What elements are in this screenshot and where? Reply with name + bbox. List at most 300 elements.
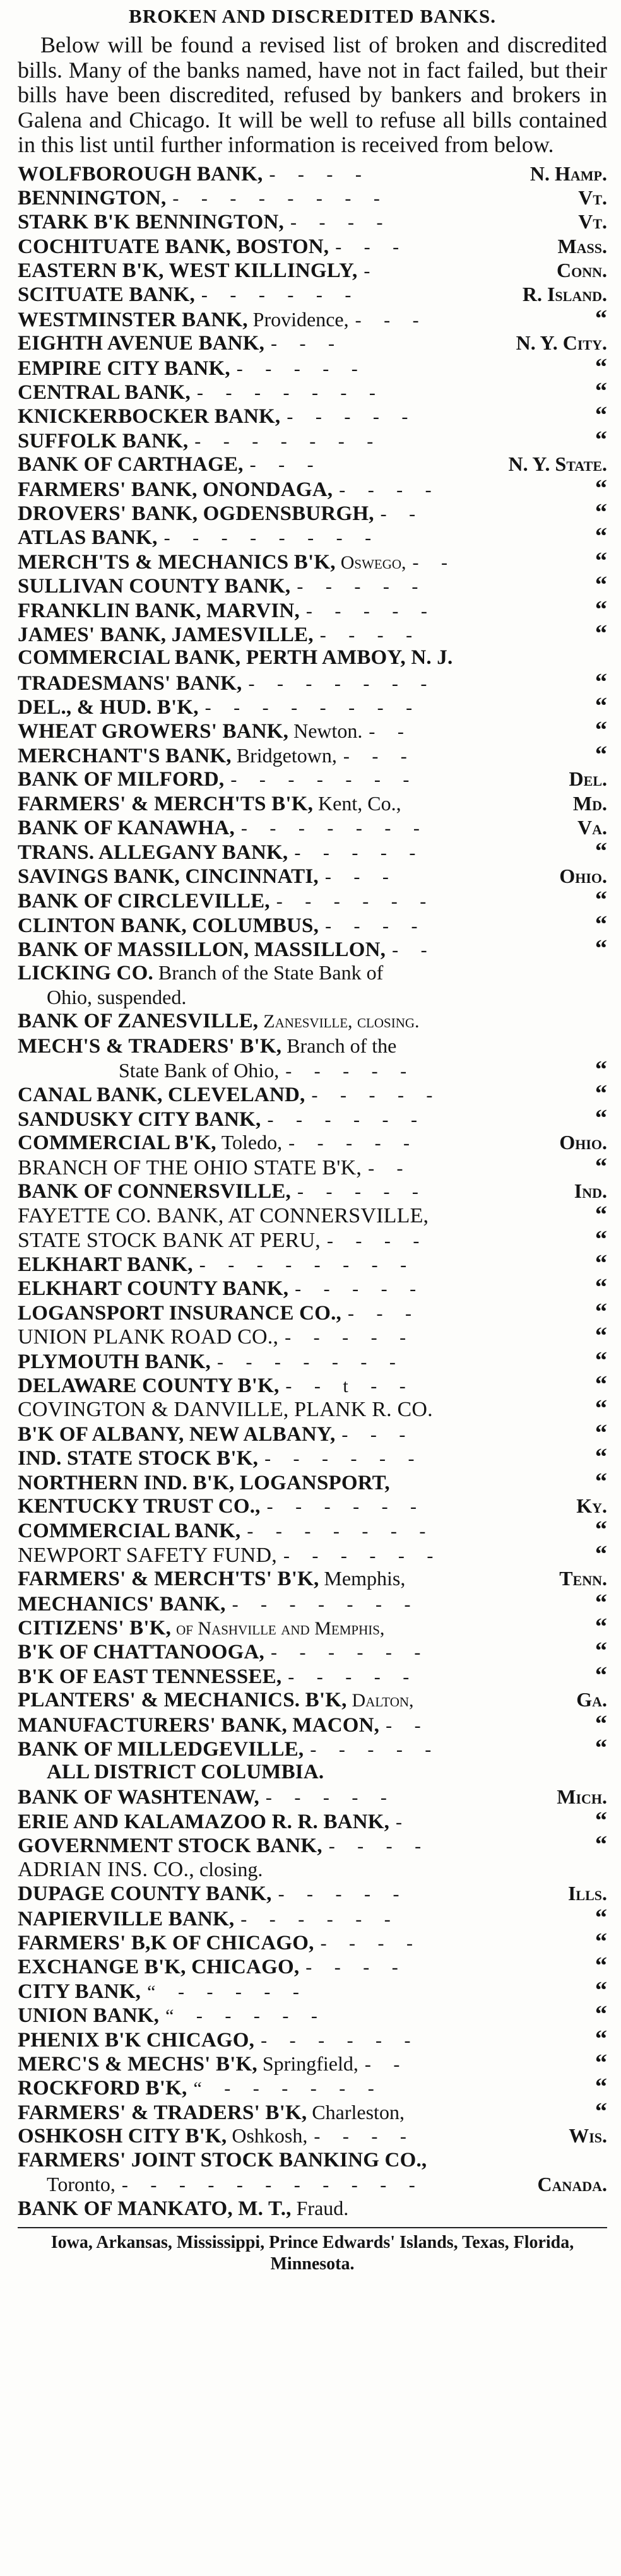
bank-name: IND. STATE STOCK B'K, bbox=[18, 1447, 259, 1470]
state-label: N. Y. State. bbox=[508, 452, 607, 476]
ditto-mark: “ bbox=[595, 1833, 607, 1857]
bank-entry bbox=[18, 234, 607, 258]
bank-entry bbox=[18, 1227, 607, 1251]
bank-name: MERCH'TS & MECHANICS B'K, bbox=[18, 550, 336, 574]
bank-name: CENTRAL BANK, bbox=[18, 381, 191, 404]
bank-entry bbox=[18, 1833, 607, 1857]
bank-name: FARMERS' JOINT STOCK BANKING CO., bbox=[18, 2148, 427, 2171]
bank-name: PLANTERS' & MECHANICS. B'K, bbox=[18, 1689, 347, 1712]
ditto-mark: “ bbox=[595, 1469, 607, 1494]
bank-entry bbox=[18, 1130, 607, 1154]
divider-rule bbox=[18, 2227, 607, 2228]
ditto-mark: “ bbox=[595, 1421, 607, 1446]
dash-leader: - - - - - - - bbox=[247, 1521, 435, 1542]
ditto-mark: “ bbox=[595, 1445, 607, 1470]
dash-leader: - - - - - - - bbox=[240, 818, 429, 839]
bank-entry bbox=[18, 1009, 607, 1033]
bank-name: ROCKFORD B'K, bbox=[18, 2077, 187, 2100]
dash-leader: - bbox=[396, 1812, 411, 1833]
bank-location-note: Zanesville, closing. bbox=[263, 1011, 420, 1032]
bank-name: BANK OF MANKATO, M. T., bbox=[18, 2197, 292, 2221]
ditto-mark: “ bbox=[595, 936, 607, 961]
bank-entry bbox=[18, 1978, 607, 2002]
bank-entry bbox=[18, 1251, 607, 1275]
bank-entry bbox=[18, 694, 607, 718]
bank-entry bbox=[18, 1373, 607, 1397]
bank-entry bbox=[18, 307, 607, 331]
bank-name: JAMES' BANK, JAMESVILLE, bbox=[18, 623, 314, 646]
dash-leader: - - - - - bbox=[310, 1739, 441, 1760]
ditto-mark: “ bbox=[595, 621, 607, 646]
bank-name: FARMERS' B,K OF CHICAGO, bbox=[18, 1932, 314, 1954]
bank-name: LOGANSPORT INSURANCE CO., bbox=[18, 1301, 341, 1325]
ditto-mark: “ bbox=[595, 1614, 607, 1640]
bank-entry bbox=[18, 913, 607, 936]
bank-location-note: Ohio, suspended. bbox=[47, 985, 187, 1008]
bank-name: B'K OF EAST TENNESSEE, bbox=[18, 1665, 282, 1688]
bank-name: ATLAS BANK, bbox=[18, 526, 158, 549]
dash-leader: - - - - bbox=[314, 2126, 415, 2148]
bank-location-note: Kent, Co., bbox=[318, 791, 401, 815]
ditto-mark: “ bbox=[595, 1106, 607, 1131]
state-label: Canada. bbox=[537, 2172, 607, 2195]
bank-entry bbox=[18, 1881, 607, 1905]
bank-entry bbox=[18, 2172, 607, 2196]
bank-entry bbox=[18, 815, 607, 839]
state-label: R. Island. bbox=[522, 283, 607, 306]
bank-entry bbox=[18, 1639, 607, 1663]
dash-leader: - - - - - bbox=[311, 1085, 442, 1106]
bank-name: B'K OF CHATTANOOGA, bbox=[18, 1641, 264, 1663]
dash-leader: - - - - - bbox=[278, 1884, 408, 1905]
bank-name: COMMERCIAL BANK, bbox=[18, 1520, 241, 1542]
ditto-mark: “ bbox=[595, 1275, 607, 1300]
bank-entry bbox=[18, 598, 607, 622]
bank-name: SANDUSKY CITY BANK, bbox=[18, 1108, 261, 1131]
bank-entry bbox=[18, 2148, 607, 2172]
headline: BROKEN AND DISCREDITED BANKS. bbox=[129, 5, 496, 27]
bank-name: UNION BANK, bbox=[18, 2004, 160, 2027]
bank-entry bbox=[18, 403, 607, 427]
bank-name: CITY BANK, bbox=[18, 1980, 141, 2003]
state-label: Ky. bbox=[576, 1494, 607, 1517]
dash-leader: - - - - - - bbox=[276, 891, 435, 913]
dash-leader: - - - - - bbox=[288, 1666, 418, 1687]
bank-location-note: Bridgetown, bbox=[236, 743, 337, 767]
bank-entry bbox=[18, 1736, 607, 1760]
bank-entry bbox=[18, 452, 607, 476]
bank-name: NAPIERVILLE BANK, bbox=[18, 1907, 235, 1930]
state-label: Ind. bbox=[574, 1179, 607, 1202]
state-label: Vt. bbox=[578, 210, 607, 233]
dash-leader: - - - - - bbox=[294, 842, 425, 864]
ditto-mark: “ bbox=[595, 1542, 607, 1567]
bank-entry bbox=[18, 1470, 607, 1494]
ditto-mark: “ bbox=[595, 1227, 607, 1252]
dash-leader: - - - - - bbox=[297, 576, 427, 598]
intro-text: Below will be found a revised list of broken and discredited bills. Many of the banks named, have not in fact failed, but their bills have been discredited, refused by bankers and brokers in Galena and Chicago. It will be well to refuse all bills contained in this list until further information is received from below. bbox=[18, 32, 607, 157]
bank-entry bbox=[18, 1494, 607, 1518]
ditto-mark: “ bbox=[595, 1930, 607, 1954]
ditto-mark: “ bbox=[595, 1711, 607, 1736]
bank-entry bbox=[18, 1324, 607, 1348]
dash-leader: - - - - - bbox=[288, 1133, 419, 1154]
bank-location-note: Springfield, bbox=[262, 2052, 358, 2075]
bank-name: SULLIVAN COUNTY BANK, bbox=[18, 575, 291, 598]
state-label: Conn. bbox=[557, 259, 607, 282]
bank-name: MECHANICS' BANK, bbox=[18, 1592, 226, 1615]
bank-entry bbox=[18, 1300, 607, 1324]
ditto-mark: “ bbox=[595, 1518, 607, 1542]
bank-name: BANK OF ZANESVILLE, bbox=[18, 1010, 259, 1033]
state-label: Ohio. bbox=[559, 864, 607, 887]
bank-name: NORTHERN IND. B'K, LOGANSPORT, bbox=[18, 1471, 390, 1494]
dash-leader: “ - - - - - - bbox=[193, 2078, 383, 2100]
bank-name: EIGHTH AVENUE BANK, bbox=[18, 332, 265, 355]
bank-name: ALL DISTRICT COLUMBIA. bbox=[47, 1761, 324, 1784]
dash-leader: - - - - - - - bbox=[194, 430, 382, 452]
state-label: Wis. bbox=[569, 2124, 607, 2148]
bank-name: FARMERS' & MERCH'TS B'K, bbox=[18, 792, 314, 815]
bank-entry bbox=[18, 1275, 607, 1299]
bank-entry bbox=[18, 1809, 607, 1833]
bank-entry bbox=[18, 1179, 607, 1203]
bank-name: DROVERS' BANK, OGDENSBURGH, bbox=[18, 502, 374, 525]
bank-list bbox=[18, 162, 607, 2221]
bank-entry bbox=[18, 670, 607, 694]
bank-location-note: Dalton, bbox=[352, 1690, 414, 1711]
dash-leader: - - - - - - - - bbox=[204, 697, 422, 719]
dash-leader: - - - - - - - - bbox=[199, 1255, 416, 1276]
ditto-mark: “ bbox=[595, 1590, 607, 1615]
ditto-mark: “ bbox=[595, 1735, 607, 1761]
bank-name: ADRIAN INS. CO., bbox=[18, 1857, 194, 1881]
bank-name: ELKHART BANK, bbox=[18, 1253, 193, 1276]
bank-name: FAYETTE CO. BANK, AT CONNERSVILLE, bbox=[18, 1204, 429, 1227]
bank-entry bbox=[18, 162, 607, 186]
dash-leader: - - - bbox=[341, 1424, 415, 1445]
state-label: N. Y. City. bbox=[516, 331, 607, 355]
state-label: Del. bbox=[569, 767, 607, 791]
bank-name: LICKING CO. bbox=[18, 962, 153, 985]
ditto-mark: “ bbox=[595, 548, 607, 574]
dash-leader: - - - - - bbox=[295, 1279, 425, 1300]
ditto-mark: “ bbox=[595, 1373, 607, 1397]
ditto-mark: “ bbox=[595, 888, 607, 913]
bank-entry bbox=[18, 2124, 607, 2148]
intro-paragraph bbox=[18, 33, 607, 158]
dash-leader: - - - - - - - bbox=[230, 769, 418, 791]
dash-leader: - - - bbox=[324, 866, 398, 887]
dash-leader: - - - bbox=[355, 309, 428, 331]
dash-leader: - - bbox=[369, 721, 413, 743]
dash-leader: - - bbox=[364, 2053, 409, 2075]
bank-name: PLYMOUTH BANK, bbox=[18, 1350, 211, 1373]
bank-name: TRADESMANS' BANK, bbox=[18, 671, 242, 695]
bank-name: KENTUCKY TRUST CO., bbox=[18, 1494, 261, 1518]
bank-entry bbox=[18, 573, 607, 597]
bank-name: SAVINGS BANK, CINCINNATI, bbox=[18, 865, 319, 888]
ditto-mark: “ bbox=[595, 670, 607, 695]
bank-name: FARMERS' BANK, ONONDAGA, bbox=[18, 478, 333, 500]
bank-name: COMMERCIAL BANK, PERTH AMBOY, N. J. bbox=[18, 646, 453, 670]
ditto-mark: “ bbox=[595, 718, 607, 743]
state-label: N. Hamp. bbox=[529, 162, 607, 185]
ditto-mark: “ bbox=[595, 694, 607, 719]
dash-leader: - - - - - - bbox=[264, 1448, 423, 1470]
bank-entry bbox=[18, 186, 607, 210]
dash-leader: - - - - - - - - - - - bbox=[121, 2174, 424, 2195]
bank-name: EXCHANGE B'K, CHICAGO, bbox=[18, 1956, 300, 1978]
state-label: Mich. bbox=[557, 1785, 607, 1808]
bank-entry bbox=[18, 2051, 607, 2075]
ditto-mark: “ bbox=[595, 427, 607, 452]
bank-name: DEL., & HUD. B'K, bbox=[18, 696, 199, 719]
bank-location-note: Oswego, bbox=[340, 552, 406, 573]
bank-entry bbox=[18, 1034, 607, 1058]
bank-entry bbox=[18, 1349, 607, 1373]
ditto-mark: “ bbox=[595, 2050, 607, 2076]
bank-name: UNION PLANK ROAD CO., bbox=[18, 1325, 279, 1349]
ditto-mark: “ bbox=[595, 1082, 607, 1106]
ditto-mark: “ bbox=[595, 476, 607, 500]
bank-name: PHENIX B'K CHICAGO, bbox=[18, 2028, 255, 2051]
bank-entry bbox=[18, 1445, 607, 1469]
bank-entry bbox=[18, 1397, 607, 1421]
dash-leader: - - - - bbox=[326, 1230, 429, 1251]
ditto-mark: “ bbox=[595, 1154, 607, 1179]
bank-entry bbox=[18, 524, 607, 548]
dash-leader: - - - - - bbox=[265, 1787, 396, 1808]
dash-leader: - - - - - bbox=[285, 1327, 415, 1349]
ditto-mark: “ bbox=[595, 1639, 607, 1663]
ditto-mark: “ bbox=[595, 839, 607, 864]
dash-leader: “ - - - - - bbox=[147, 1981, 308, 2002]
dash-leader: - - - - - - bbox=[261, 2029, 420, 2051]
bank-name: TRANS. ALLEGANY BANK, bbox=[18, 841, 288, 864]
bank-entry bbox=[18, 2002, 607, 2026]
bank-entry bbox=[18, 1930, 607, 1954]
bank-entry bbox=[18, 549, 607, 573]
dash-leader: - - - bbox=[347, 1303, 420, 1324]
dash-leader: - - - - - - bbox=[201, 285, 360, 306]
bank-entry bbox=[18, 1518, 607, 1542]
bank-name: MECH'S & TRADERS' B'K, bbox=[18, 1034, 282, 1058]
bank-location-note: Oshkosh, bbox=[232, 2124, 308, 2148]
bank-entry bbox=[18, 1857, 607, 1881]
bank-entry bbox=[18, 1785, 607, 1809]
bank-name: CITIZENS' B'K, bbox=[18, 1616, 172, 1640]
ditto-mark: “ bbox=[595, 2002, 607, 2027]
bank-location-note: Toronto, bbox=[47, 2172, 115, 2195]
ditto-mark: “ bbox=[595, 1663, 607, 1688]
bank-entry bbox=[18, 282, 607, 306]
state-label: Tenn. bbox=[559, 1567, 607, 1590]
dash-leader: - - - - - - - bbox=[248, 673, 436, 694]
bank-name: BANK OF CARTHAGE, bbox=[18, 453, 244, 476]
bank-entry bbox=[18, 210, 607, 233]
bank-name: BANK OF MILLEDGEVILLE, bbox=[18, 1737, 304, 1761]
state-label: Vt. bbox=[578, 186, 607, 209]
dash-leader: - - - - bbox=[319, 624, 422, 646]
dash-leader: - - - - - - - - bbox=[172, 187, 389, 209]
bank-entry bbox=[18, 1906, 607, 1930]
bank-entry bbox=[18, 258, 607, 282]
dash-leader: - - - - bbox=[325, 915, 427, 936]
ditto-mark: “ bbox=[595, 912, 607, 936]
bank-location-note: Fraud. bbox=[296, 2197, 349, 2220]
bank-entry bbox=[18, 1058, 607, 1082]
bank-entry bbox=[18, 767, 607, 791]
bank-name: FARMERS' & TRADERS' B'K, bbox=[18, 2101, 307, 2124]
bank-name: BANK OF CONNERSVILLE, bbox=[18, 1179, 291, 1203]
state-label: Md. bbox=[572, 791, 607, 815]
dash-leader: - - bbox=[392, 940, 436, 960]
bank-name: CANAL BANK, CLEVELAND, bbox=[18, 1084, 305, 1106]
dash-leader: - - - bbox=[249, 454, 322, 476]
bank-location-note: Branch of the State Bank of bbox=[158, 961, 384, 984]
bank-location-note: Newton. bbox=[293, 719, 363, 743]
bank-entry bbox=[18, 1203, 607, 1227]
dash-leader: - - - - - - bbox=[240, 1908, 399, 1930]
bank-entry bbox=[18, 1663, 607, 1687]
bank-entry bbox=[18, 960, 607, 984]
ditto-mark: “ bbox=[595, 742, 607, 767]
bank-entry bbox=[18, 1082, 607, 1106]
bank-name: OSHKOSH CITY B'K, bbox=[18, 2125, 227, 2148]
dash-leader: - - - bbox=[335, 236, 408, 257]
ditto-mark: “ bbox=[595, 597, 607, 622]
bank-entry bbox=[18, 355, 607, 379]
ditto-mark: “ bbox=[595, 1809, 607, 1833]
bank-entry bbox=[18, 500, 607, 524]
bank-entry bbox=[18, 864, 607, 888]
bank-entry bbox=[18, 1566, 607, 1590]
bank-entry bbox=[18, 622, 607, 646]
bank-entry bbox=[18, 428, 607, 452]
bank-name: FARMERS' & MERCH'TS' B'K, bbox=[18, 1568, 319, 1591]
bank-name: EMPIRE CITY BANK, bbox=[18, 357, 230, 380]
bank-name: COVINGTON & DANVILLE, PLANK R. CO. bbox=[18, 1398, 433, 1421]
bank-name: DELAWARE COUNTY B'K, bbox=[18, 1374, 280, 1397]
bank-entry bbox=[18, 331, 607, 355]
bank-entry bbox=[18, 476, 607, 500]
bank-name: CLINTON BANK, COLUMBUS, bbox=[18, 914, 319, 936]
bank-entry bbox=[18, 2027, 607, 2051]
state-label: Va. bbox=[577, 816, 607, 839]
ditto-mark: “ bbox=[595, 2099, 607, 2124]
dash-leader: - - bbox=[368, 1157, 412, 1179]
bank-entry bbox=[18, 743, 607, 767]
bank-name: SCITUATE BANK, bbox=[18, 283, 195, 307]
dash-leader: - - - - - - - bbox=[216, 1351, 405, 1373]
ditto-mark: “ bbox=[595, 403, 607, 428]
ditto-mark: “ bbox=[595, 1978, 607, 2003]
ditto-mark: “ bbox=[595, 2075, 607, 2100]
ditto-mark: “ bbox=[595, 1954, 607, 1978]
bank-name: BANK OF MILFORD, bbox=[18, 768, 225, 791]
dash-leader: - - - - bbox=[269, 163, 370, 185]
ditto-mark: “ bbox=[595, 1324, 607, 1349]
dash-leader: - - - - - - - - bbox=[163, 528, 381, 549]
bank-entry bbox=[18, 1760, 607, 1784]
dash-leader: - - - - bbox=[328, 1836, 430, 1857]
dash-leader: - - - - bbox=[290, 212, 392, 233]
bank-name: WOLFBOROUGH BANK, bbox=[18, 162, 263, 186]
dash-leader: - - - - bbox=[339, 479, 441, 500]
bank-name: MERCHANT'S BANK, bbox=[18, 744, 232, 767]
dash-leader: - - t - - bbox=[285, 1376, 415, 1397]
dash-leader: - - - - bbox=[320, 1933, 422, 1954]
bank-name: BENNINGTON, bbox=[18, 186, 167, 210]
ditto-mark: “ bbox=[595, 1251, 607, 1276]
dash-leader: - - bbox=[386, 1715, 430, 1736]
state-label: Mass. bbox=[557, 234, 607, 257]
bank-name: BANK OF CIRCLEVILLE, bbox=[18, 890, 270, 913]
bank-entry bbox=[18, 1106, 607, 1130]
bank-entry bbox=[18, 646, 607, 670]
bank-name: ELKHART COUNTY BANK, bbox=[18, 1277, 289, 1300]
bank-name: BANK OF MASSILLON, MASSILLON, bbox=[18, 938, 386, 961]
bank-entry bbox=[18, 2075, 607, 2099]
bank-entry bbox=[18, 1542, 607, 1566]
bank-entry bbox=[18, 718, 607, 742]
bank-name: STARK B'K BENNINGTON, bbox=[18, 211, 284, 234]
bank-entry bbox=[18, 1954, 607, 1978]
bank-name: BRANCH OF THE OHIO STATE B'K, bbox=[18, 1155, 362, 1179]
bank-name: SUFFOLK BANK, bbox=[18, 429, 189, 452]
ditto-mark: “ bbox=[595, 355, 607, 380]
bank-location-note: State Bank of Ohio, bbox=[119, 1058, 280, 1082]
bank-location-note: Memphis, bbox=[324, 1567, 406, 1590]
footer-states: Iowa, Arkansas, Mississippi, Prince Edwards' Islands, Texas, Florida, Minnesota. bbox=[50, 2232, 574, 2274]
bank-entry bbox=[18, 888, 607, 912]
bank-entry bbox=[18, 1155, 607, 1179]
bank-entry bbox=[18, 839, 607, 863]
bank-entry bbox=[18, 936, 607, 960]
ditto-mark: “ bbox=[595, 524, 607, 549]
bank-entry bbox=[18, 2100, 607, 2124]
ditto-mark: “ bbox=[595, 1905, 607, 1930]
ditto-mark: “ bbox=[595, 1348, 607, 1373]
bank-location-note: Toledo, bbox=[221, 1131, 283, 1154]
ditto-mark: “ bbox=[595, 500, 607, 525]
ditto-mark: “ bbox=[595, 1397, 607, 1421]
bank-location-note: Charleston, bbox=[312, 2100, 405, 2124]
dash-leader: - - - - - bbox=[285, 1060, 416, 1082]
bank-entry bbox=[18, 791, 607, 815]
bank-name: BANK OF WASHTENAW, bbox=[18, 1785, 259, 1809]
dash-leader: - - - - - bbox=[287, 406, 417, 428]
bank-entry bbox=[18, 1712, 607, 1736]
bank-name: DUPAGE COUNTY BANK, bbox=[18, 1882, 272, 1906]
bank-name: ERIE AND KALAMAZOO R. R. BANK, bbox=[18, 1811, 390, 1833]
ditto-mark: “ bbox=[595, 1299, 607, 1325]
bank-entry bbox=[18, 1421, 607, 1445]
dash-leader: - - - - - bbox=[297, 1181, 427, 1202]
bank-name: EASTERN B'K, WEST KILLINGLY, bbox=[18, 259, 358, 283]
bank-name: STATE STOCK BANK AT PERU, bbox=[18, 1228, 321, 1252]
dash-leader: “ - - - - - bbox=[165, 2006, 326, 2027]
state-label: Ohio. bbox=[559, 1131, 607, 1154]
bank-location-note: of Nashville and Memphis, bbox=[176, 1617, 385, 1639]
bank-name: MANUFACTURERS' BANK, MACON, bbox=[18, 1713, 380, 1736]
ditto-mark: “ bbox=[595, 379, 607, 404]
ditto-mark: “ bbox=[595, 2026, 607, 2051]
state-label: Ills. bbox=[567, 1882, 607, 1905]
ditto-mark: “ bbox=[595, 1203, 607, 1227]
dash-leader: - - - - - bbox=[236, 358, 367, 379]
